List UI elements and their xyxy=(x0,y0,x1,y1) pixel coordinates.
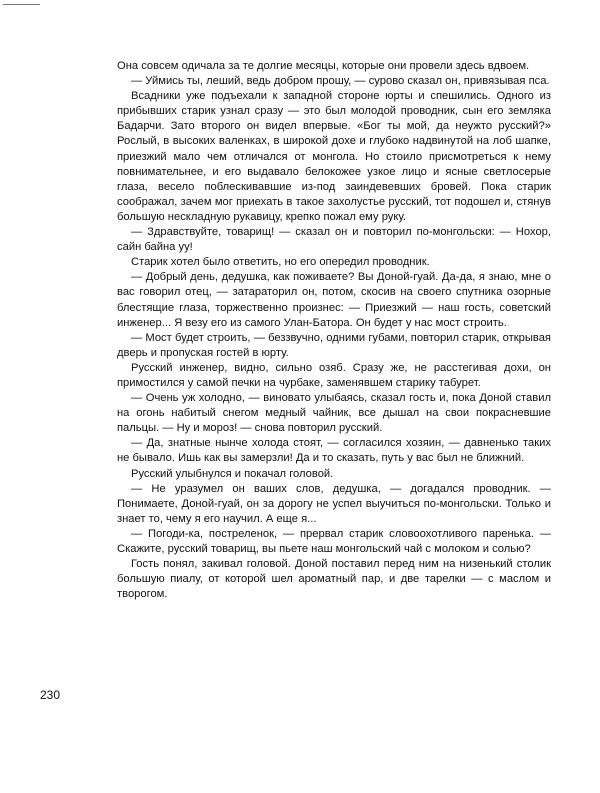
page-text xyxy=(117,59,551,602)
paragraph: Старик хотел было ответить, но его опередил проводник. xyxy=(131,256,430,269)
paragraph: Русский улыбнулся и покачал головой. xyxy=(131,467,334,480)
paragraph: — Здравствуйте, товарищ! — сказал он и повторил по-монгольски: — Нохор, сайн байна уу! xyxy=(117,226,551,254)
paragraph: — Очень уж холодно, — виновато улыбаясь, сказал гость и, пока Доной ставил на огонь набитый снегом медный чайник, все дышал на свои покрасневшие пальцы. — Ну и мороз! — снова повторил русский. xyxy=(117,392,551,435)
paragraph: — Погоди-ка, постреленок, — прервал старик словоохотливого паренька. — Скажите, русский товарищ, вы пьете наш монгольский чай с молоком и солью? xyxy=(117,527,551,555)
page-number: 230 xyxy=(40,688,61,702)
paragraph: — Не уразумел он ваших слов, дедушка, — догадался проводник. — Понимаете, Доной-гуай, он за дорогу не успел выучиться по-монгольски. Только и знает то, чему я его научил. А еще я... xyxy=(117,482,551,525)
paragraph: Гость понял, закивал головой. Доной поставил перед ним на низенький столик большую пиалу, от которой шел ароматный пар, и две тарелки — с маслом и творогом. xyxy=(117,558,551,601)
paragraph: — Уймись ты, леший, ведь добром прошу, — сурово сказал он, привязывая пса. xyxy=(131,75,550,88)
paragraph: — Мост будет строить, — беззвучно, одними губами, повторил старик, открывая дверь и пропуская гостей в юрту. xyxy=(117,331,551,359)
paragraph: Всадники уже подъехали к западной стороне юрты и спешились. Одного из прибывших старик узнал сразу — это был молодой проводник, сын его земляка Бадарчи. Зато второго он видел впервые. «Бог ты мой, да неужто русский?» Рослый, в высоких валенках, в широкой дохе и глубоко надвинутой на лоб шапке, приезжий мало чем отличался от монгола. Но стоило присмотреться к нему повнимательнее, и его выдавало белокожее узкое лицо и ясные светлосерые глаза, весело поблескивавшие из-под заиндевевших бровей. Пока старик соображал, зачем мог приехать в такое захолустье русский, тот подошел и, стянув большую нескладную рукавицу, крепко пожал ему руку. xyxy=(117,90,551,223)
paragraph: — Да, знатные нынче холода стоят, — согласился хозяин, — давненько таких не бывало. Ишь как вы замерзли! Да и то сказать, путь у вас был не ближний. xyxy=(117,437,551,465)
paragraph: Русский инженер, видно, сильно озяб. Сразу же, не расстегивая дохи, он примостился у самой печки на чурбаке, заменявшем старику табурет. xyxy=(117,361,551,389)
paragraph: Она совсем одичала за те долгие месяцы, которые они провели здесь вдвоем. xyxy=(117,60,530,72)
top-rule xyxy=(3,4,40,5)
paragraph: — Добрый день, дедушка, как поживаете? Вы Доной-гуай. Да-да, я знаю, мне о вас говорил отец, — затараторил он, потом, скосив на своего спутника озорные блестящие глаза, торжественно произнес: — Приезжий — наш гость, советский инженер... Я везу его из самого Улан-Батора. Он будет у нас мост строить. xyxy=(117,271,551,329)
